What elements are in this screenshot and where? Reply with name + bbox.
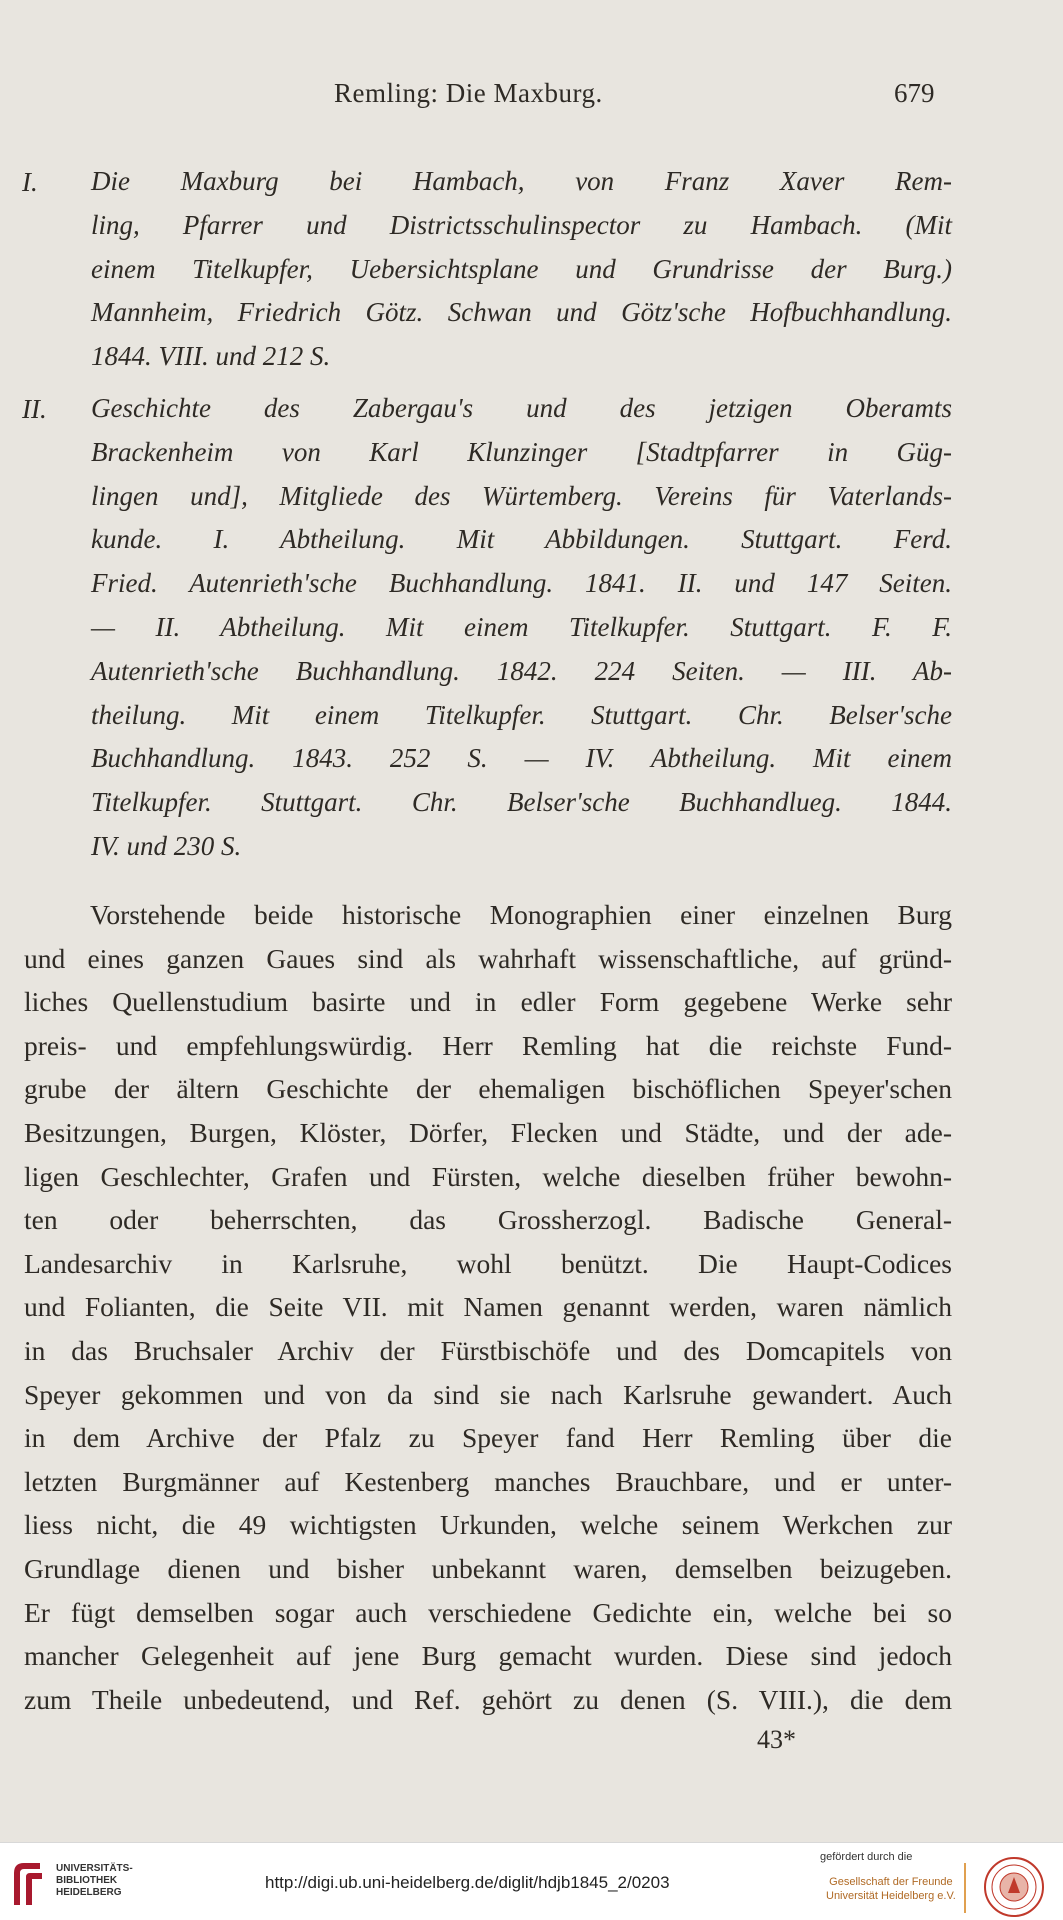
society-name-line: Gesellschaft der Freunde bbox=[829, 1876, 953, 1888]
digitization-footer bbox=[0, 1842, 1063, 1920]
entry-number: I. bbox=[22, 167, 38, 197]
bibliography-entries bbox=[22, 160, 952, 877]
society-name-line: Universität Heidelberg e.V. bbox=[826, 1890, 956, 1902]
entry-lines bbox=[91, 160, 952, 379]
running-head bbox=[0, 78, 1063, 114]
footer-divider bbox=[964, 1863, 966, 1913]
text-line: — II. Abtheilung. Mit einem Titelkupfer. Stuttgart. F. F. bbox=[91, 611, 952, 642]
text-line: Brackenheim von Karl Klunzinger [Stadtpfarrer in Güg- bbox=[91, 436, 952, 467]
bibliography-entry-2 bbox=[22, 387, 952, 869]
text-line: Titelkupfer. Stuttgart. Chr. Belser'sche Buchhandlueg. 1844. bbox=[91, 787, 952, 818]
text-line: liches Quellenstudium basirte und in edler Form gegebene Werke sehr bbox=[24, 986, 952, 1018]
text-line: Grundlage dienen und bisher unbekannt waren, demselben beizugeben. bbox=[24, 1552, 952, 1584]
library-logo-icon bbox=[10, 1859, 46, 1909]
text-line: preis- und empfehlungswürdig. Herr Remling hat die reichste Fund- bbox=[24, 1029, 952, 1061]
text-line: Fried. Autenrieth'sche Buchhandlung. 1841. II. und 147 Seiten. bbox=[91, 568, 952, 599]
text-line: Landesarchiv in Karlsruhe, wohl benützt. Die Haupt-Codices bbox=[24, 1247, 952, 1279]
text-line: Er fügt demselben sogar auch verschiedene Gedichte ein, welche bei so bbox=[24, 1596, 952, 1628]
page-number: 679 bbox=[894, 78, 935, 108]
library-name-line: BIBLIOTHEK bbox=[56, 1875, 118, 1886]
text-line: Speyer gekommen und von da sind sie nach Karlsruhe gewandert. Auch bbox=[24, 1378, 952, 1410]
text-line: zum Theile unbedeutend, und Ref. gehört zu denen (S. VIII.), die dem bbox=[24, 1683, 952, 1715]
text-line: theilung. Mit einem Titelkupfer. Stuttgart. Chr. Belser'sche bbox=[91, 699, 952, 730]
library-name-line: UNIVERSITÄTS- bbox=[56, 1863, 133, 1874]
entry-number: II. bbox=[22, 393, 47, 424]
signature-mark: 43* bbox=[757, 1725, 796, 1754]
bibliography-entry-1 bbox=[22, 160, 952, 379]
text-line: 1844. VIII. und 212 S. bbox=[91, 341, 331, 372]
text-line: und Folianten, die Seite VII. mit Namen genannt werden, waren nämlich bbox=[24, 1291, 952, 1323]
text-line: und eines ganzen Gaues sind als wahrhaft wissenschaftliche, auf gründ- bbox=[24, 942, 952, 974]
text-line: liess nicht, die 49 wichtigsten Urkunden, welche seinem Werkchen zur bbox=[24, 1509, 952, 1541]
text-line: kunde. I. Abtheilung. Mit Abbildungen. Stuttgart. Ferd. bbox=[91, 524, 952, 555]
text-line: grube der ältern Geschichte der ehemaligen bischöflichen Speyer'schen bbox=[24, 1073, 952, 1105]
review-paragraph bbox=[24, 893, 952, 1721]
text-line: Buchhandlung. 1843. 252 S. — IV. Abtheilung. Mit einem bbox=[91, 743, 952, 774]
society-name bbox=[826, 1875, 956, 1903]
text-line: in dem Archive der Pfalz zu Speyer fand Herr Remling über die bbox=[24, 1422, 952, 1454]
text-line: einem Titelkupfer, Uebersichtsplane und Grundrisse der Burg.) bbox=[91, 253, 952, 284]
running-title: Remling: Die Maxburg. bbox=[334, 78, 603, 108]
review-body bbox=[24, 893, 952, 1721]
text-line: Vorstehende beide historische Monographien einer einzelnen Burg bbox=[90, 899, 952, 930]
text-line: Mannheim, Friedrich Götz. Schwan und Götz'sche Hofbuchhandlung. bbox=[91, 297, 952, 328]
text-line: mancher Gelegenheit auf jene Burg gemacht wurden. Diese sind jedoch bbox=[24, 1640, 952, 1672]
text-line: lingen und], Mitgliede des Würtemberg. Vereins für Vaterlands- bbox=[91, 480, 952, 511]
library-name-line: HEIDELBERG bbox=[56, 1887, 122, 1898]
library-name bbox=[56, 1863, 133, 1899]
text-line: IV. und 230 S. bbox=[91, 830, 242, 861]
text-line: in das Bruchsaler Archiv der Fürstbischöfe und des Domcapitels von bbox=[24, 1334, 952, 1366]
text-line: ling, Pfarrer und Districtsschulinspector zu Hambach. (Mit bbox=[91, 209, 952, 240]
text-line: Autenrieth'sche Buchhandlung. 1842. 224 Seiten. — III. Ab- bbox=[91, 655, 952, 686]
text-line: ligen Geschlechter, Grafen und Fürsten, welche dieselben früher bewohn- bbox=[24, 1160, 952, 1192]
text-line: Die Maxburg bei Hambach, von Franz Xaver Rem- bbox=[91, 166, 952, 196]
entry-lines bbox=[91, 387, 952, 869]
permalink-url[interactable]: http://digi.ub.uni-heidelberg.de/diglit/hdjb1845_2/0203 bbox=[265, 1873, 670, 1892]
university-seal-icon bbox=[980, 1855, 1048, 1919]
funded-by-label: gefördert durch die bbox=[820, 1851, 913, 1863]
text-line: letzten Burgmänner auf Kestenberg manches Brauchbare, und er unter- bbox=[24, 1465, 952, 1497]
text-line: Geschichte des Zabergau's und des jetzigen Oberamts bbox=[91, 392, 952, 423]
text-line: ten oder beherrschten, das Grossherzogl. Badische General- bbox=[24, 1204, 952, 1236]
text-line: Besitzungen, Burgen, Klöster, Dörfer, Flecken und Städte, und der ade- bbox=[24, 1116, 952, 1148]
